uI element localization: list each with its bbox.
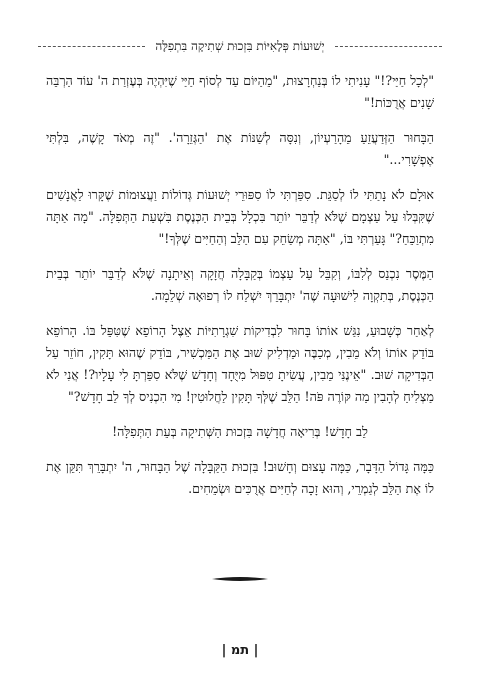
paragraph: לְאַחַר כְּשָׁבוּעַ, נִגַּשׁ אוֹתוֹ בָּחוּר לִבְדִיקוֹת שִׁגְרָתִיּוֹת אֵצֶל הָרוֹפֵא שֶׁטִּפֵּל בּוֹ. הָרוֹפֵא בּוֹדֵק אוֹתוֹ וְלֹא מֵבִין, מְכַבֶּה וּמַדְלִיק שׁוּב אֶת הַמַּכְשִׁיר, בּוֹדֵק שֶׁהוּא תָּקִין, חוֹזֵר עַל הַבְּדִיקָה שׁוּב. "אֵינֶנִּי מֵבִין, עֲשִׂיתָ טִפּוּל מִיֻּחָד וְחָדָשׁ שֶׁלֹּא סִפַּרְתָּ לִי עָלָיו?! אֲנִי לֹא מַצְלִיחַ לְהָבִין מַה קּוֹרֶה פֹּה! הַלֵּב שֶׁלְּךָ תָּקִין לַחֲלוּטִין! מִי הִכְנִיס לְךָ לֵב חָדָשׁ?" <box>46 323 434 404</box>
body-text <box>46 70 434 513</box>
running-header <box>38 36 442 56</box>
page-number: | תמ | <box>221 643 259 658</box>
header-dash-right <box>335 46 442 47</box>
header-dash-left <box>38 46 145 47</box>
paragraph: אוּלָם לֹא נָתַתִּי לוֹ לְסַגֵּת. סִפַּרְתִּי לוֹ סִפּוּרֵי יְשׁוּעוֹת גְּדוֹלוֹת וַעֲצוּמוֹת שֶׁקָּרוּ לַאֲנָשִׁים שֶׁקִּבְּלוּ עַל עַצְמָם שֶׁלֹּא לְדַבֵּר יוֹתֵר בִּכְלָל בְּבֵית הַכְּנֶסֶת בִּשְׁעַת הַתְּפִלָּה. "מָה אַתָּה מִתְוַכֵּחַ?" גָּעַרְתִּי בּוֹ, "אַתָּה מְשַׂחֵק עִם הַלֵּב וְהַחַיִּים שֶׁלְּךָ!" <box>46 187 434 246</box>
paragraph-highlight: לֵב חָדָשׁ! בְּרִיאָה חֲדָשָׁה בִּזְכוּת הַשְּׁתִיקָה בְּעֵת הַתְּפִלָּה! <box>112 424 368 439</box>
paragraph: כַּמָּה גָּדוֹל הַדָּבָר, כַּמָּה עָצוּם וְחָשׁוּב! בִּזְכוּת הַקַּבָּלָה שֶׁל הַבָּחוּר, ה' יִתְבָּרֵךְ תִּקֵּן אֶת לוֹ אֶת הַלֵּב לְגַמְרֵי, וְהוּא זָכָה לְחַיִּים אֲרֻכִּים וּשְׂמֵחִים. <box>46 459 434 496</box>
header-title: יְשׁוּעוֹת פְּלָאִיּוֹת בִּזְכוּת שְׁתִיקָה בִּתְפִלָּה <box>155 38 325 53</box>
paragraph: הַמֶּסֶר נִכְנַס לְלִבּוֹ, וְקִבֵּל עַל עַצְמוֹ בְּקַבָּלָה חֲזָקָה וְאֵיתָנָה שֶׁלֹּא לְדַבֵּר יוֹתֵר בְּבֵית הַכְּנֶסֶת, בְּתִקְוָה לִישׁוּעָה שֶׁה' יִתְבָּרֵךְ יִשְׁלַח לוֹ רְפוּאָה שְׁלֵמָה. <box>46 266 434 303</box>
ornamental-divider <box>210 575 270 583</box>
paragraph: הַבָּחוּר הַזְּדַעֲזֵעַ מֵהָרַעְיוֹן, וְנִסָּה לְשַׁנּוֹת אֶת 'הַגְּזֵרָה'. "זֶה מְאֹד קָשֶׁה, בִּלְתִּי אֶפְשָׁרִי..." <box>46 130 434 167</box>
paragraph: "לְכָל חַיַּי?!" עָנִיתִי לוֹ בְּנַחְרָצוּת, "מֵהַיּוֹם עַד לְסוֹף חַיַּי שֶׁיִּהְיֶה בְּעֶזְרַת ה' עוֹד הַרְבֵּה שָׁנִים אֲרֻכּוֹת!" <box>46 73 434 110</box>
